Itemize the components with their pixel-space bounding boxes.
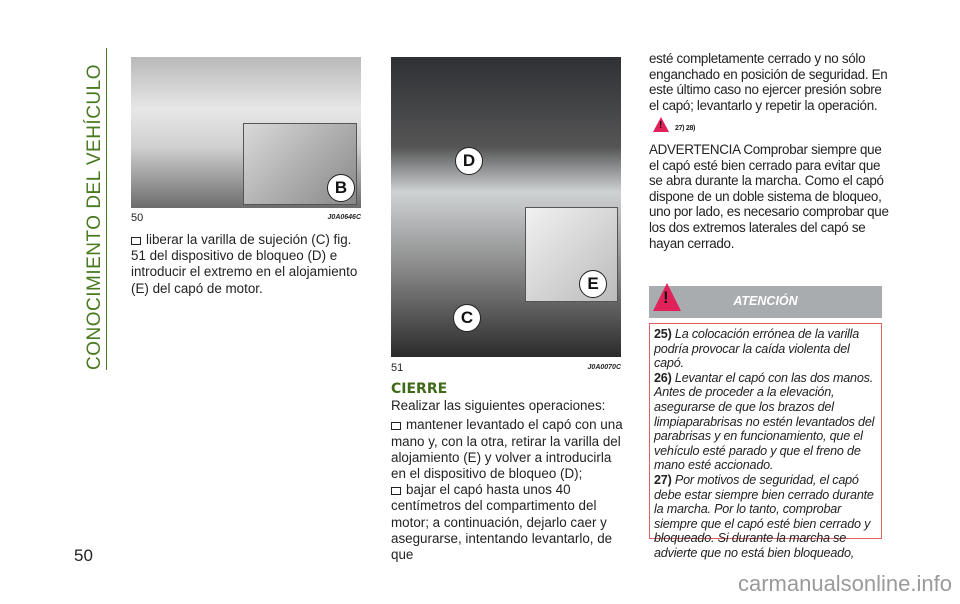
figure-label-d: D	[455, 147, 483, 175]
checkbox-bullet-icon	[391, 422, 401, 430]
column-3	[649, 51, 889, 251]
note-item	[654, 473, 877, 561]
section-heading: CIERRE	[391, 381, 448, 397]
note-text: Por motivos de seguridad, el capó debe estar siempre bien cerrado durante la marcha. Por lo tanto, comprobar siempre que el capó esté bien cerrado y bloqueado. Si durante la marcha se advierte que no está bien bloqueado,	[654, 472, 874, 560]
figure-number: 51	[391, 362, 404, 374]
figure-number: 50	[131, 212, 144, 224]
figure-50-jeep-front	[131, 57, 361, 208]
warning-triangle-icon	[653, 117, 669, 132]
section-title: CONOCIMIENTO DEL VEHÍCULO	[84, 64, 105, 370]
attention-notes	[649, 323, 882, 560]
warning-ref-numbers: 27) 28)	[675, 125, 696, 133]
bullet-item	[131, 232, 363, 297]
bullet-text: bajar el capó hasta unos 40 centímetros del compartimento del motor; a continuación, dejarlo caer y asegurarse, intentando levantarlo, de que	[391, 482, 613, 563]
figure-label-c: C	[453, 304, 481, 332]
figure-code: J0A0646C	[327, 214, 361, 221]
note-text: Levantar el capó con las dos manos. Antes de proceder a la elevación, asegurarse de que los brazos del limpiaparabrisas no estén levantados del parabrisas y en funcionamiento, que el vehículo esté parado y que el freno de mano esté accionado.	[654, 370, 875, 473]
section-divider	[106, 48, 107, 370]
warning-refs	[653, 117, 889, 137]
paragraph: ADVERTENCIA Comprobar siempre que el capó esté bien cerrado para evitar que se abra durante la marcha. Como el capó dispone de un doble sistema de bloqueo, uno por lado, es necesario comprobar que los dos extremos laterales del capó se hayan cerrado.	[649, 141, 889, 251]
note-item	[654, 371, 877, 473]
bullet-text: liberar la varilla de sujeción (C) fig. 51 del dispositivo de bloqueo (D) e introducir el extremo en el alojamiento (E) del capó de motor.	[131, 232, 358, 296]
figure-50-caption	[131, 212, 361, 224]
attention-title: ATENCIÓN	[733, 294, 798, 308]
paragraph: esté completamente cerrado y no sólo enganchado en posición de seguridad. En este último caso no ejercer presión sobre el capó; levantarlo y repetir la operación.	[649, 51, 888, 113]
bullet-text: mantener levantado el capó con una mano y, con la otra, retirar la varilla del alojamiento (E) y volver a introducirla en el dispositivo de bloqueo (D);	[391, 417, 623, 482]
note-number: 25)	[654, 327, 672, 341]
watermark: carmanualsonline.info	[737, 571, 952, 596]
note-number: 27)	[654, 472, 672, 487]
figure-label-e: E	[579, 270, 607, 298]
bullet-item	[391, 417, 623, 482]
note-item	[654, 327, 877, 371]
note-number: 26)	[654, 370, 672, 385]
figure-code: J0A0070C	[587, 364, 621, 371]
column-2	[391, 381, 623, 563]
checkbox-bullet-icon	[131, 237, 141, 245]
bullet-item	[391, 482, 623, 563]
column-1	[131, 232, 363, 297]
figure-label-b: B	[327, 174, 355, 202]
page-number: 50	[74, 546, 93, 565]
checkbox-bullet-icon	[391, 487, 401, 495]
figure-51-engine-bay	[391, 57, 621, 357]
attention-header	[649, 286, 882, 318]
note-text: La colocación errónea de la varilla podría provocar la caída violenta del capó.	[654, 327, 860, 371]
intro-text: Realizar las siguientes operaciones:	[391, 398, 606, 414]
figure-51-caption	[391, 362, 621, 374]
